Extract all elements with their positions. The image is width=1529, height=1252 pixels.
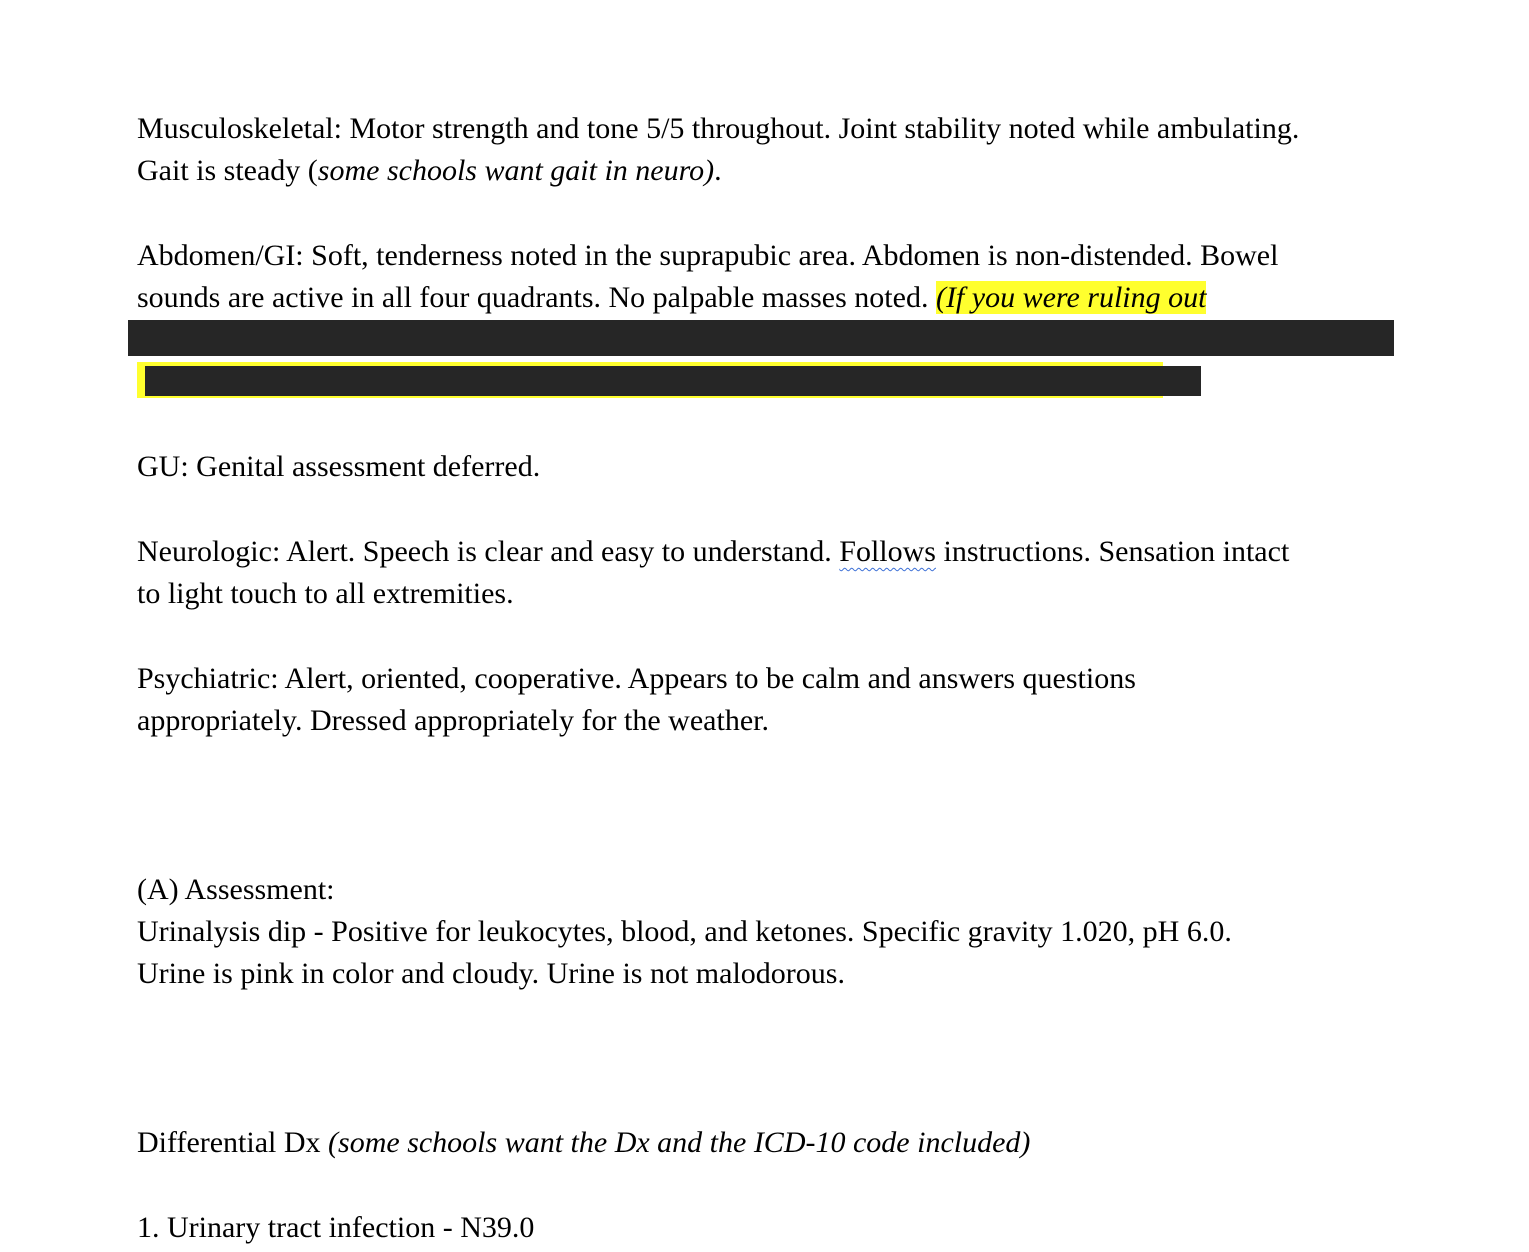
highlighted-note: (If you were ruling out	[935, 281, 1207, 314]
gait-text: Gait is steady (	[137, 154, 318, 187]
neurologic-text-end: instructions. Sensation intact	[935, 535, 1290, 568]
differential-heading	[137, 1122, 1030, 1164]
differential-label: Differential Dx	[137, 1126, 329, 1159]
neurologic-line-1	[137, 531, 1289, 573]
gu-section	[137, 446, 540, 488]
urinalysis-line-1: Urinalysis dip - Positive for leukocytes, blood, and ketones. Specific gravity 1.020, pH 6.0.	[137, 915, 1232, 948]
urinalysis-line-2: Urine is pink in color and cloudy. Urine is not malodorous.	[137, 957, 845, 990]
psychiatric-section	[137, 658, 1136, 742]
musculoskeletal-line-2	[137, 150, 1299, 192]
differential-section	[137, 1122, 1030, 1164]
diagnosis-list	[137, 1207, 534, 1249]
redaction-bar	[128, 320, 1394, 356]
neurologic-section	[137, 531, 1289, 615]
gait-period: .	[714, 154, 722, 187]
abdomen-line-2	[137, 277, 1278, 319]
psychiatric-line-1: Psychiatric: Alert, oriented, cooperative. Appears to be calm and answers questions	[137, 662, 1136, 695]
spellcheck-flagged-word[interactable]: Follows	[839, 535, 936, 568]
assessment-section	[137, 869, 1232, 995]
psychiatric-line-2: appropriately. Dressed appropriately for the weather.	[137, 704, 769, 737]
neurologic-line-2: to light touch to all extremities.	[137, 577, 514, 610]
abdomen-line-1: Abdomen/GI: Soft, tenderness noted in the suprapubic area. Abdomen is non-distended. Bowel	[137, 239, 1279, 272]
neurologic-text: Neurologic: Alert. Speech is clear and easy to understand.	[137, 535, 840, 568]
musculoskeletal-line-1: Musculoskeletal: Motor strength and tone 5/5 throughout. Joint stability noted while ambulating.	[137, 112, 1300, 145]
diagnosis-item: 1. Urinary tract infection - N39.0	[137, 1211, 535, 1244]
gait-note: some schools want gait in neuro)	[317, 154, 715, 187]
abdomen-text: sounds are active in all four quadrants. No palpable masses noted.	[137, 281, 936, 314]
differential-note: (some schools want the Dx and the ICD-10 code included)	[328, 1126, 1031, 1159]
abdomen-section	[137, 235, 1278, 319]
musculoskeletal-section	[137, 108, 1299, 192]
gu-line: GU: Genital assessment deferred.	[137, 450, 541, 483]
redaction-bar	[145, 366, 1201, 396]
assessment-heading: (A) Assessment:	[137, 873, 335, 906]
